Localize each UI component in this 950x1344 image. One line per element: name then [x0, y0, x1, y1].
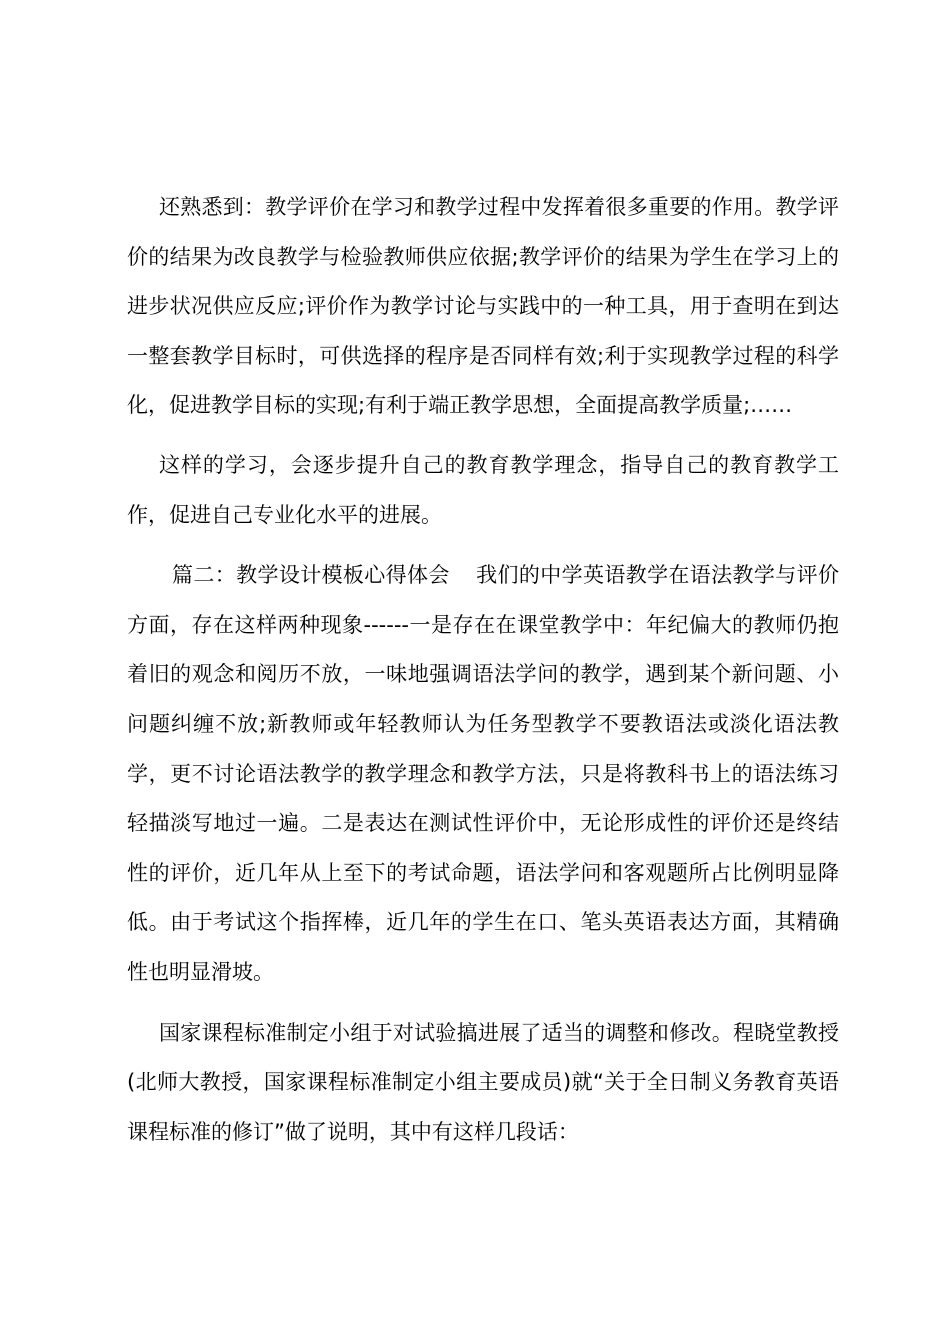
paragraph-part-two — [127, 551, 839, 997]
section-heading: 篇二：教学设计模板心得体会 — [172, 563, 450, 588]
paragraph-evaluation-role — [127, 183, 839, 431]
paragraph-learning-outcome — [127, 441, 839, 540]
paragraph-curriculum-standard — [127, 1009, 839, 1158]
paragraph-text: 我们的中学英语教学在语法教学与评价方面，存在这样两种现象------一是存在在课堂教学中：年纪偏大的教师仍抱着旧的观念和阅历不放，一味地强调语法学问的教学，遇到某个新问题、小问题纠缠不放;新教师或年轻教师认为任务型教学不要教语法或淡化语法教学，更不讨论语法教学的教学理念和教学方法，只是将教科书上的语法练习轻描淡写地过一遍。二是表达在测试性评价中，无论形成性的评价还是终结性的评价，近几年从上至下的考试命题，语法学问和客观题所占比例明显降低。由于考试这个指挥棒，近几年的学生在口、笔头英语表达方面，其精确性也明显滑坡。 — [127, 563, 839, 984]
document-body — [127, 183, 839, 1157]
paragraph-text: 这样的学习，会逐步提升自己的教育教学理念，指导自己的教育教学工作，促进自己专业化水平的进展。 — [127, 452, 839, 527]
paragraph-text: 国家课程标准制定小组于对试验搞进展了适当的调整和修改。程晓堂教授(北师大教授，国家课程标准制定小组主要成员)就“关于全日制义务教育英语课程标准的修订”做了说明，其中有这样几段话： — [127, 1020, 839, 1144]
paragraph-text: 还熟悉到：教学评价在学习和教学过程中发挥着很多重要的作用。教学评价的结果为改良教学与检验教师供应依据;教学评价的结果为学生在学习上的进步状况供应反应;评价作为教学讨论与实践中的一种工具，用于查明在到达一整套教学目标时，可供选择的程序是否同样有效;利于实现教学过程的科学化，促进教学目标的实现;有利于端正教学思想，全面提高教学质量;…… — [127, 195, 839, 418]
